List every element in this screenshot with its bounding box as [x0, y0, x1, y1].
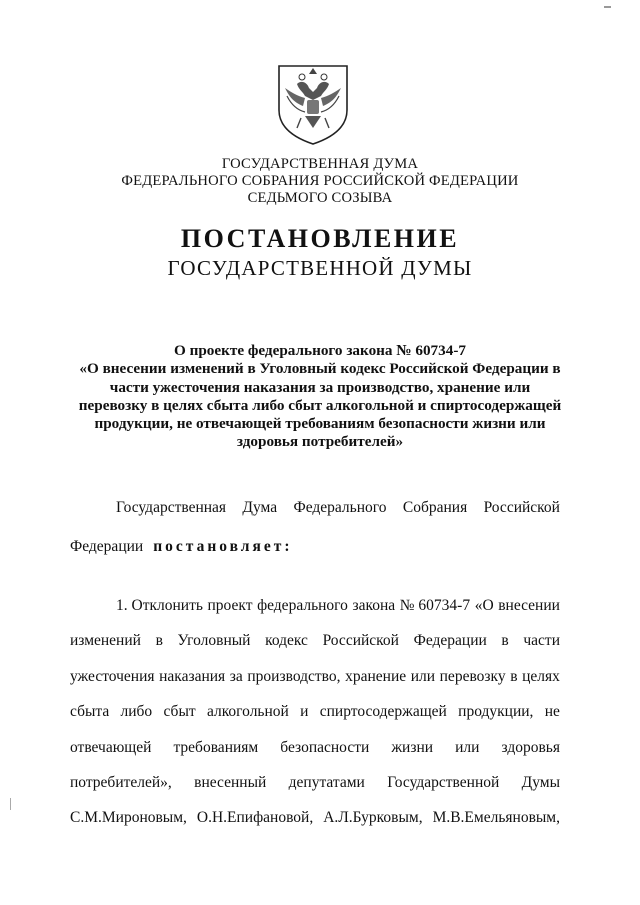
- word: Уголовный: [177, 632, 251, 649]
- header-line-assembly: ФЕДЕРАЛЬНОГО СОБРАНИЯ РОССИЙСКОЙ ФЕДЕРАЦИИ: [121, 173, 519, 189]
- word: безопасности: [280, 739, 370, 756]
- word: в: [501, 632, 509, 649]
- word: спиртосодержащей: [319, 703, 447, 720]
- word: С.М.Мироновым,: [70, 809, 187, 826]
- preamble-line: [116, 499, 560, 517]
- header-line-convocation: СЕДЬМОГО СОЗЫВА: [247, 190, 393, 206]
- word: продукции,: [458, 703, 534, 720]
- word: ужесточения: [70, 668, 155, 685]
- document-body: [70, 0, 560, 905]
- word: и: [300, 703, 309, 720]
- word: алкогольной: [206, 703, 289, 720]
- bill-title-line: части ужесточения наказания за производство, хранение или: [109, 378, 531, 396]
- word: Российской: [483, 499, 560, 516]
- word: здоровья: [501, 739, 560, 756]
- word: хранение: [345, 668, 407, 685]
- bill-title-line: О проекте федерального закона № 60734-7: [173, 342, 466, 359]
- paragraph-line: [70, 774, 560, 792]
- word: Федерации: [413, 632, 487, 649]
- word: или: [410, 668, 436, 685]
- word: № 60734-7: [399, 597, 471, 614]
- paragraph-line: [70, 668, 560, 686]
- word: депутатами: [288, 774, 365, 791]
- word: отвечающей: [70, 739, 152, 756]
- paragraph-line: [70, 739, 560, 757]
- word: перевозку: [439, 668, 506, 685]
- header-line-duma: ГОСУДАРСТВЕННАЯ ДУМА: [221, 156, 419, 172]
- document-subtitle: ГОСУДАРСТВЕННОЙ ДУМЫ: [167, 256, 473, 280]
- word: не: [544, 703, 560, 720]
- word: за: [229, 668, 243, 685]
- word: части: [523, 632, 560, 649]
- word: 1. Отклонить: [116, 597, 203, 614]
- bill-title-line: продукции, не отвечающей требованиям безопасности жизни или: [94, 415, 546, 433]
- word: потребителей»,: [70, 774, 172, 791]
- preamble-line: [70, 538, 560, 556]
- bill-title-line: «О внесении изменений в Уголовный кодекс Российской Федерации в: [79, 360, 561, 378]
- scan-mark: [10, 798, 11, 810]
- word: либо: [120, 703, 153, 720]
- word: требованиям: [173, 739, 259, 756]
- paragraph-line: [70, 632, 560, 650]
- word: целях: [522, 668, 560, 685]
- word: Дума: [242, 499, 278, 516]
- scan-mark: [604, 6, 611, 8]
- word: сбыт: [163, 703, 196, 720]
- paragraph-line: [116, 597, 560, 615]
- word: Думы: [521, 774, 560, 791]
- bill-title-line: перевозку в целях сбыта либо сбыт алкогольной и спиртосодержащей: [78, 396, 562, 414]
- word: в: [510, 668, 518, 685]
- document-title: ПОСТАНОВЛЕНИЕ: [180, 224, 460, 253]
- word: «О: [474, 597, 494, 614]
- word: Федерации: [70, 538, 144, 555]
- paragraph-line: [70, 703, 560, 721]
- word: внесенный: [194, 774, 267, 791]
- word: федерального: [257, 597, 348, 614]
- word: или: [455, 739, 480, 756]
- bill-title-line: здоровья потребителей»: [236, 433, 404, 451]
- word: производство,: [247, 668, 341, 685]
- word: закона: [352, 597, 396, 614]
- word: сбыта: [70, 703, 110, 720]
- resolves-word: постановляет:: [153, 538, 293, 555]
- word: О.Н.Епифановой,: [196, 809, 314, 826]
- word: Государственной: [387, 774, 500, 791]
- word: А.Л.Бурковым,: [323, 809, 423, 826]
- word: Государственная: [116, 499, 227, 516]
- word: Собрания: [402, 499, 468, 516]
- word: М.В.Емельяновым,: [432, 809, 560, 826]
- paragraph-line: [70, 809, 560, 827]
- word: проект: [207, 597, 253, 614]
- word: внесении: [498, 597, 560, 614]
- word: жизни: [391, 739, 434, 756]
- word: Российской: [322, 632, 399, 649]
- word: Федерального: [293, 499, 387, 516]
- word: в: [155, 632, 163, 649]
- word: кодекс: [265, 632, 308, 649]
- word: изменений: [70, 632, 141, 649]
- word: наказания: [159, 668, 226, 685]
